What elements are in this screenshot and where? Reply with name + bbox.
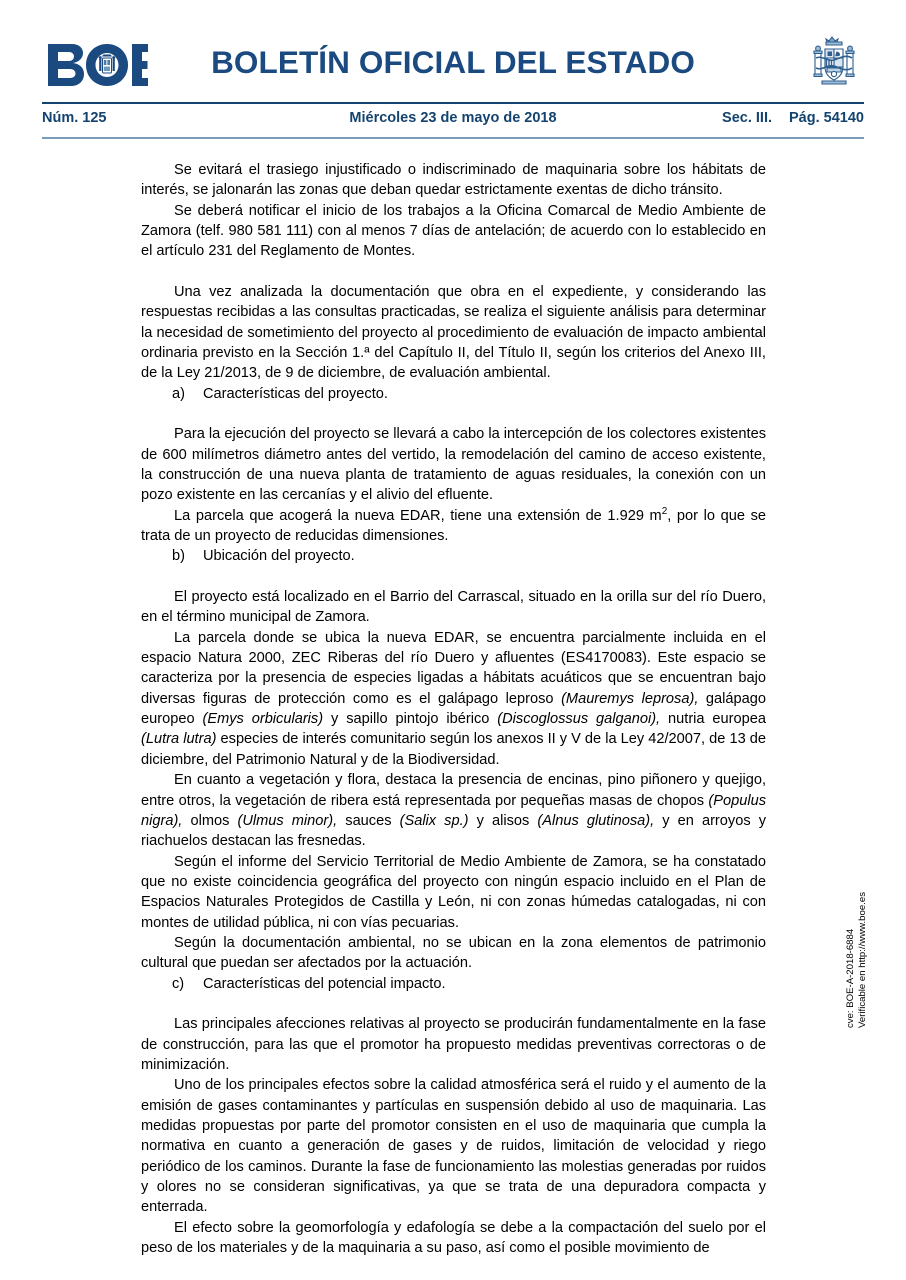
text-fragment: sauces [337, 812, 400, 829]
species-name: (Populus nigra), [141, 792, 766, 829]
spanish-coat-of-arms-icon [806, 32, 862, 94]
issue-date: Miércoles 23 de mayo de 2018 [349, 110, 557, 126]
text-fragment: y en arroyos y riachuelos destacan las fresnedas. [141, 812, 766, 850]
text-fragment: y sapillo pintojo ibérico [323, 711, 498, 728]
paragraph: Las principales afecciones relativas al proyecto se producirán fundamentalmente en la fase de construcción, para las que el promotor ha propuesto medidas preventivas correctoras o de minimización. [141, 1016, 766, 1073]
species-name: (Lutra lutra) [141, 731, 217, 748]
text-fragment: nutria europea [660, 711, 766, 728]
paragraph: Uno de los principales efectos sobre la calidad atmosférica será el ruido y el aumento de la emisión de gases contaminantes y partículas en suspensión debido al uso de maquinaria. Las medidas propuestas por parte del promotor consisten en el uso de maquinaria que cumpla la normativa en cuanto a generación de gases y de ruidos, limitación de velocidad y riego periódico de los caminos. Durante la fase de funcionamiento las molestias generadas por ruidos y olores no se consideran significativas, ya que se trata de una depuradora compacta y enterrada. [141, 1077, 766, 1216]
document-body [141, 160, 766, 1258]
species-name: (Salix sp.) [399, 812, 469, 829]
paragraph-with-superscript [141, 506, 766, 547]
list-marker: b) [172, 548, 185, 565]
list-item-b [141, 546, 766, 566]
masthead [0, 0, 906, 96]
cve-code: cve: BOE-A-2018-6884 [845, 928, 856, 1028]
list-item-label: Características del proyecto. [203, 385, 388, 402]
species-name: (Alnus glutinosa), [537, 812, 655, 829]
species-name: (Ulmus minor), [237, 812, 338, 829]
paragraph: Según el informe del Servicio Territorial de Medio Ambiente de Zamora, se ha constatado que no existe coincidencia geográfica del proyecto con ningún espacio incluido en el Plan de Espacios Naturales Protegidos de Castilla y León, ni con zonas húmedas catalogadas, ni con montes de utilidad pública, ni con vías pecuarias. [141, 853, 766, 931]
paragraph: El proyecto está localizado en el Barrio del Carrascal, situado en la orilla sur del río Duero, en el término municipal de Zamora. [141, 589, 766, 626]
page-number: Pág. 54140 [789, 110, 864, 126]
verification-url: Verificable en http://www.boe.es [857, 892, 869, 1028]
paragraph: Una vez analizada la documentación que obra en el expediente, y considerando las respuestas recibidas a las consultas practicadas, se realiza el siguiente análisis para determinar la necesidad de sometimiento del proyecto al procedimiento de evaluación de impacto ambiental ordinaria previsto en la Sección 1.ª del Capítulo II, del Título II, según los criterios del Anexo III, de la Ley 21/2013, de 9 de diciembre, de evaluación ambiental. [141, 284, 766, 382]
verification-sidenote [845, 858, 870, 1028]
superscript: 2 [661, 505, 668, 517]
page-title: BOLETÍN OFICIAL DEL ESTADO [211, 44, 695, 80]
text-fragment: En cuanto a vegetación y flora, destaca la presencia de encinas, pino piñonero y quejigo, entre otros, la vegetación de ribera está representada por pequeñas masas de chopos [141, 772, 766, 809]
list-item-c [141, 974, 766, 994]
list-marker: a) [172, 385, 185, 402]
text-fragment: olmos [182, 812, 238, 829]
paragraph: Se evitará el trasiego injustificado o indiscriminado de maquinaria sobre los hábitats de interés, se jalonarán las zonas que deban quedar estrictamente exentas de dicho tránsito. [141, 162, 766, 199]
text-fragment: y alisos [468, 812, 538, 829]
section-page [722, 110, 864, 126]
text-fragment: especies de interés comunitario según los anexos II y V de la Ley 42/2007, de 13 de diciembre, del Patrimonio Natural y de la Biodiversidad. [141, 731, 766, 768]
list-item-label: Características del potencial impacto. [203, 975, 446, 992]
paragraph: Para la ejecución del proyecto se llevará a cabo la intercepción de los colectores existentes de 600 milímetros diámetro antes del vertido, la remodelación del camino de acceso existente, la construcción de una nueva planta de tratamiento de aguas residuales, la conexión con un pozo existente en las cercanías y el alivio del efluente. [141, 426, 766, 504]
species-name: (Mauremys leprosa), [561, 690, 699, 707]
species-name: (Emys orbicularis) [202, 711, 324, 728]
list-item-label: Ubicación del proyecto. [203, 548, 355, 565]
text-fragment: La parcela que acogerá la nueva EDAR, tiene una extensión de 1.929 m [174, 507, 662, 524]
list-marker: c) [172, 975, 185, 992]
paragraph-with-species [141, 770, 766, 851]
issue-number: Núm. 125 [42, 110, 107, 126]
paragraph-with-species [141, 628, 766, 770]
text-fragment: galápago europeo [141, 690, 766, 728]
paragraph: Se deberá notificar el inicio de los trabajos a la Oficina Comarcal de Medio Ambiente de Zamora (telf. 980 581 111) con al menos 7 días de antelación; de acuerdo con lo establecido en el artículo 231 del Reglamento de Montes. [141, 202, 766, 260]
paragraph: Según la documentación ambiental, no se ubican en la zona elementos de patrimonio cultural que puedan ser afectados por la actuación. [141, 934, 766, 972]
text-fragment: La parcela donde se ubica la nueva EDAR, se encuentra parcialmente incluida en el espacio Natura 2000, ZEC Riberas del río Duero y afluentes (ES4170083). Este espacio se caracteriza por la presencia de especies ligadas a hábitats acuáticos que se encuentran bajo diversas figuras de protección como es el galápago leproso [141, 629, 766, 707]
list-item-a [141, 384, 766, 404]
header-rule-top [42, 102, 864, 104]
text-fragment: , por lo que se trata de un proyecto de reducidas dimensiones. [141, 507, 766, 545]
species-name: (Discoglossus galganoi), [497, 711, 661, 728]
section-label: Sec. III. [722, 110, 773, 126]
running-header [42, 108, 864, 134]
paragraph: El efecto sobre la geomorfología y edafología se debe a la compactación del suelo por el peso de los materiales y de la maquinaria a su paso, así como el posible movimiento de [141, 1219, 766, 1257]
header-rule-bottom [42, 137, 864, 139]
